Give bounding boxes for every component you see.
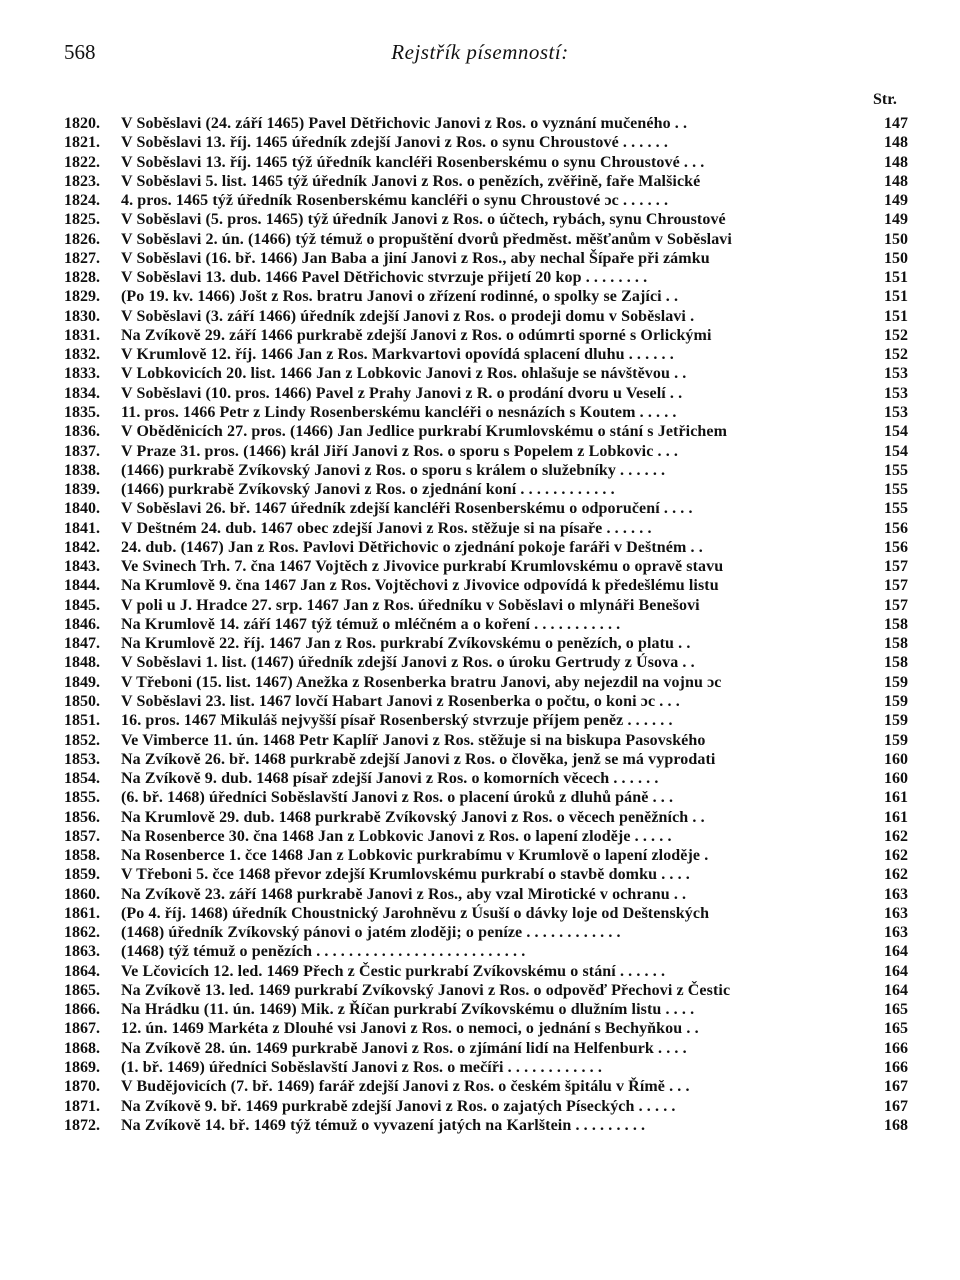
entry-page: 163	[884, 924, 908, 942]
entry-number: 1834.	[64, 384, 100, 402]
entry-text: 4. pros. 1465 týž úředník Rosenberskému kancléři o synu Chroustové ɔc . . . . . .	[121, 192, 669, 210]
entry-page: 160	[884, 750, 908, 768]
register-entry	[64, 615, 908, 634]
entry-page: 153	[884, 403, 908, 421]
register-entry	[64, 403, 908, 422]
register-entry	[64, 480, 908, 499]
entry-number: 1851.	[64, 712, 100, 730]
entry-page: 167	[884, 1078, 908, 1096]
register-entry	[64, 808, 908, 827]
entry-page: 153	[884, 384, 908, 402]
entry-page: 166	[884, 1059, 908, 1077]
register-entry	[64, 634, 908, 653]
entry-number: 1835.	[64, 403, 100, 421]
register-entry	[64, 846, 908, 865]
entry-page: 148	[884, 134, 908, 152]
entry-number: 1855.	[64, 789, 100, 807]
register-entry	[64, 769, 908, 788]
entry-number: 1872.	[64, 1116, 100, 1134]
entry-number: 1866.	[64, 1001, 100, 1019]
entry-page: 163	[884, 904, 908, 922]
entry-text: V Soběslavi 5. list. 1465 týž úředník Janovi z Ros. o penězích, zvěřině, faře Malšické	[121, 172, 701, 190]
entry-page: 159	[884, 731, 908, 749]
entry-text: Na Rosenberce 30. čna 1468 Jan z Lobkovic Janovi z Ros. o lapení zloděje . . . . .	[121, 827, 672, 845]
entry-text: Na Krumlově 29. dub. 1468 purkrabě Zvíkovský Janovi z Ros. o věcech peněžních . .	[121, 808, 705, 826]
page-column-label: Str.	[873, 91, 897, 108]
register-entry	[64, 384, 908, 403]
entry-number: 1821.	[64, 134, 100, 152]
entry-text: V Soběslavi 13. říj. 1465 úředník zdejší Janovi z Ros. o synu Chroustové . . . . . .	[121, 134, 668, 152]
entry-text: Ve Lčovicích 12. led. 1469 Přech z Čestic purkrabí Zvíkovskému o stání . . . . . .	[121, 962, 666, 980]
entry-page: 155	[884, 500, 908, 518]
entry-text: V Soběslavi (10. pros. 1466) Pavel z Prahy Janovi z R. o prodání dvoru u Veselí . .	[121, 384, 683, 402]
entry-text: Na Zvíkově 28. ún. 1469 purkrabě Janovi z Ros. o zjímání lidí na Helfenburk . . . .	[121, 1039, 687, 1057]
entry-number: 1860.	[64, 885, 100, 903]
entry-text: V Oběděnicích 27. pros. (1466) Jan Jedlice purkrabí Krumlovskému o stání s Jetřichem	[121, 423, 728, 441]
entry-page: 162	[884, 827, 908, 845]
entry-page: 160	[884, 770, 908, 788]
entry-text: (Po 19. kv. 1466) Jošt z Ros. bratru Janovi o zřízení rodinné, o spolky se Zajíci . .	[121, 288, 679, 306]
entry-number: 1836.	[64, 423, 100, 441]
register-entry	[64, 345, 908, 364]
register-entry	[64, 249, 908, 268]
entry-page: 151	[884, 288, 908, 306]
entry-text: (1. bř. 1469) úředníci Soběslavští Janovi z Ros. o mečíři . . . . . . . . . . . .	[121, 1059, 602, 1077]
entry-text: Na Hrádku (11. ún. 1469) Mik. z Říčan purkrabí Zvíkovskému o dlužním listu . . . .	[121, 1001, 695, 1019]
entry-page: 166	[884, 1039, 908, 1057]
entry-number: 1863.	[64, 943, 100, 961]
entry-number: 1837.	[64, 442, 100, 460]
entry-page: 162	[884, 847, 908, 865]
entry-number: 1840.	[64, 500, 100, 518]
register-entry	[64, 268, 908, 287]
entry-page: 150	[884, 230, 908, 248]
entry-text: (1466) purkrabě Zvíkovský Janovi z Ros. o sporu s králem o služebníky . . . . . .	[121, 461, 666, 479]
entry-text: Na Zvíkově 9. dub. 1468 písař zdejší Janovi z Ros. o komorních věcech . . . . . .	[121, 770, 659, 788]
entry-text: V Soběslavi 23. list. 1467 lovčí Habart Janovi z Rosenberka o počtu, o koni ɔc . . .	[121, 692, 680, 710]
register-entry	[64, 827, 908, 846]
entry-page: 151	[884, 269, 908, 287]
register-entry	[64, 788, 908, 807]
entry-number: 1857.	[64, 827, 100, 845]
entry-text: (1468) úředník Zvíkovský pánovi o jatém zloději; o peníze . . . . . . . . . . . .	[121, 924, 621, 942]
entry-number: 1858.	[64, 847, 100, 865]
entry-page: 156	[884, 538, 908, 556]
entry-page: 161	[884, 789, 908, 807]
entry-text: (6. bř. 1468) úředníci Soběslavští Janovi z Ros. o placení úroků z dluhů páně . . .	[121, 789, 674, 807]
entry-page: 155	[884, 481, 908, 499]
register-entry	[64, 962, 908, 981]
entry-text: Na Krumlově 9. čna 1467 Jan z Ros. Vojtěchovi z Jivovice odpovídá k předešlému listu	[121, 577, 719, 595]
entry-number: 1832.	[64, 346, 100, 364]
register-entry	[64, 1039, 908, 1058]
register-entry	[64, 692, 908, 711]
register-entry	[64, 1058, 908, 1077]
entry-number: 1828.	[64, 269, 100, 287]
register-entry	[64, 364, 908, 383]
entry-text: V Soběslavi 26. bř. 1467 úředník zdejší kancléři Rosenberskému o odporučení . . . .	[121, 500, 693, 518]
entry-text: Na Zvíkově 9. bř. 1469 purkrabě zdejší Janovi z Ros. o zajatých Píseckých . . . . .	[121, 1097, 676, 1115]
register-entry	[64, 538, 908, 557]
entry-text: V Lobkovicích 20. list. 1466 Jan z Lobkovic Janovi z Ros. ohlašuje se návštěvou . .	[121, 365, 687, 383]
entry-page: 159	[884, 692, 908, 710]
entry-text: Na Zvíkově 29. září 1466 purkrabě zdejší Janovi z Ros. o odúmrti sporné s Orlickými	[121, 326, 712, 344]
entry-text: V Soběslavi 1. list. (1467) úředník zdejší Janovi z Ros. o úroku Gertrudy z Úsova . .	[121, 654, 695, 672]
entry-text: (Po 4. říj. 1468) úředník Choustnický Jarohněvu z Úsuší o dávky loje od Deštenských	[121, 904, 710, 922]
entry-text: Ve Vimberce 11. ún. 1468 Petr Kaplíř Janovi z Ros. stěžuje si na biskupa Pasovského	[121, 731, 706, 749]
entry-text: V poli u J. Hradce 27. srp. 1467 Jan z Ros. úředníku v Soběslavi o mlynáři Benešovi	[121, 596, 700, 614]
entry-page: 164	[884, 981, 908, 999]
entry-page: 152	[884, 346, 908, 364]
entry-number: 1844.	[64, 577, 100, 595]
entry-number: 1864.	[64, 962, 100, 980]
entry-text: Na Krumlově 22. říj. 1467 Jan z Ros. purkrabí Zvíkovskému o penězích, o platu . .	[121, 635, 691, 653]
entry-number: 1843.	[64, 558, 100, 576]
entry-text: (1468) týž témuž o penězích . . . . . . . . . . . . . . . . . . . . . . . . . .	[121, 943, 526, 961]
entry-page: 164	[884, 943, 908, 961]
entry-text: Na Rosenberce 1. čce 1468 Jan z Lobkovic purkrabímu v Krumlově o lapení zloděje .	[121, 847, 709, 865]
entry-text: V Třeboni (15. list. 1467) Anežka z Rosenberka bratru Janovi, aby nejezdil na vojnu ɔc	[121, 673, 722, 691]
entry-page: 150	[884, 249, 908, 267]
register-entry	[64, 750, 908, 769]
entry-number: 1870.	[64, 1078, 100, 1096]
register-entry	[64, 230, 908, 249]
register-entry-list	[64, 114, 908, 1135]
entry-text: V Soběslavi 13. říj. 1465 týž úředník kancléři Rosenberskému o synu Chroustové . . .	[121, 153, 705, 171]
entry-page: 158	[884, 654, 908, 672]
running-title: Rejstřík písemností:	[391, 40, 569, 64]
entry-page: 163	[884, 885, 908, 903]
entry-text: Na Zvíkově 26. bř. 1468 purkrabě zdejší Janovi z Ros. o člověka, jenž se má vyprodati	[121, 750, 716, 768]
entry-number: 1871.	[64, 1097, 100, 1115]
entry-page: 159	[884, 673, 908, 691]
register-entry	[64, 596, 908, 615]
entry-page: 167	[884, 1097, 908, 1115]
register-entry	[64, 1097, 908, 1116]
register-entry	[64, 576, 908, 595]
entry-number: 1846.	[64, 615, 100, 633]
register-entry	[64, 557, 908, 576]
entry-number: 1862.	[64, 924, 100, 942]
entry-page: 157	[884, 577, 908, 595]
entry-page: 152	[884, 326, 908, 344]
entry-number: 1850.	[64, 692, 100, 710]
entry-page: 161	[884, 808, 908, 826]
entry-page: 159	[884, 712, 908, 730]
entry-number: 1823.	[64, 172, 100, 190]
register-entry	[64, 422, 908, 441]
register-entry	[64, 731, 908, 750]
page-number: 568	[64, 40, 96, 64]
entry-page: 149	[884, 192, 908, 210]
entry-text: V Soběslavi 2. ún. (1466) týž témuž o propuštění dvorů předměst. měšťanům v Soběslavi	[121, 230, 732, 248]
entry-number: 1854.	[64, 770, 100, 788]
entry-page: 149	[884, 211, 908, 229]
entry-number: 1865.	[64, 981, 100, 999]
register-entry	[64, 519, 908, 538]
entry-number: 1868.	[64, 1039, 100, 1057]
register-entry	[64, 326, 908, 345]
entry-number: 1859.	[64, 866, 100, 884]
entry-page: 165	[884, 1020, 908, 1038]
entry-page: 155	[884, 461, 908, 479]
register-entry	[64, 1077, 908, 1096]
entry-page: 158	[884, 615, 908, 633]
entry-text: V Deštném 24. dub. 1467 obec zdejší Janovi z Ros. stěžuje si na písaře . . . . . .	[121, 519, 652, 537]
register-entry	[64, 287, 908, 306]
entry-number: 1820.	[64, 115, 100, 132]
entry-page: 153	[884, 365, 908, 383]
entry-text: Na Zvíkově 23. září 1468 purkrabě Janovi z Ros., aby vzal Mirotické v ochranu . .	[121, 885, 687, 903]
entry-number: 1826.	[64, 230, 100, 248]
entry-number: 1849.	[64, 673, 100, 691]
register-entry	[64, 653, 908, 672]
entry-text: 11. pros. 1466 Petr z Lindy Rosenberskému kancléři o nesnázích s Koutem . . . . .	[121, 403, 677, 421]
entry-text: Na Krumlově 14. září 1467 týž témuž o mléčném a o koření . . . . . . . . . . .	[121, 615, 621, 633]
entry-number: 1825.	[64, 211, 100, 229]
entry-number: 1830.	[64, 307, 100, 325]
register-entry	[64, 1116, 908, 1135]
register-entry	[64, 1000, 908, 1019]
entry-number: 1831.	[64, 326, 100, 344]
entry-number: 1827.	[64, 249, 100, 267]
register-entry	[64, 442, 908, 461]
entry-page: 168	[884, 1116, 908, 1134]
register-entry	[64, 673, 908, 692]
register-entry	[64, 153, 908, 172]
entry-page: 164	[884, 962, 908, 980]
entry-number: 1839.	[64, 481, 100, 499]
register-entry	[64, 942, 908, 961]
entry-page: 148	[884, 172, 908, 190]
register-entry	[64, 1019, 908, 1038]
entry-text: 24. dub. (1467) Jan z Ros. Pavlovi Dětřichovic o zjednání pokoje faráři v Deštném . .	[121, 538, 703, 556]
entry-number: 1822.	[64, 153, 100, 171]
entry-page: 151	[884, 307, 908, 325]
register-entry	[64, 923, 908, 942]
entry-number: 1845.	[64, 596, 100, 614]
entry-text: 12. ún. 1469 Markéta z Dlouhé vsi Janovi z Ros. o nemoci, o jednání s Bechyňkou . .	[121, 1020, 699, 1038]
entry-number: 1833.	[64, 365, 100, 383]
register-entry	[64, 865, 908, 884]
entry-number: 1856.	[64, 808, 100, 826]
entry-text: V Soběslavi (5. pros. 1465) týž úředník Janovi z Ros. o účtech, rybách, synu Chroustové	[121, 211, 726, 229]
entry-text: V Třeboni 5. čce 1468 převor zdejší Krumlovskému purkrabí o stavbě domku . . . .	[121, 866, 690, 884]
entry-number: 1838.	[64, 461, 100, 479]
register-entry	[64, 499, 908, 518]
entry-number: 1853.	[64, 750, 100, 768]
entry-text: V Soběslavi (16. bř. 1466) Jan Baba a jiní Janovi z Ros., aby nechal Šípaře při zámku	[121, 249, 710, 267]
entry-text: V Soběslavi 13. dub. 1466 Pavel Dětřichovic stvrzuje přijetí 20 kop . . . . . . . .	[121, 269, 648, 287]
entry-number: 1841.	[64, 519, 100, 537]
entry-number: 1869.	[64, 1059, 100, 1077]
entry-text: Na Zvíkově 14. bř. 1469 týž témuž o vyvazení jatých na Karlštein . . . . . . . . .	[121, 1116, 646, 1134]
entry-text: V Krumlově 12. říj. 1466 Jan z Ros. Markvartovi opovídá splacení dluhu . . . . . .	[121, 346, 674, 364]
register-entry	[64, 114, 908, 133]
entry-number: 1861.	[64, 904, 100, 922]
entry-page: 156	[884, 519, 908, 537]
register-entry	[64, 981, 908, 1000]
entry-number: 1842.	[64, 538, 100, 556]
entry-text: V Praze 31. pros. (1466) král Jiří Janovi z Ros. o sporu s Popelem z Lobkovic . . .	[121, 442, 679, 460]
entry-text: 16. pros. 1467 Mikuláš nejvyšší písař Rosenberský stvrzuje příjem peněz . . . . . .	[121, 712, 673, 730]
entry-number: 1852.	[64, 731, 100, 749]
entry-number: 1848.	[64, 654, 100, 672]
entry-page: 157	[884, 596, 908, 614]
register-entry	[64, 172, 908, 191]
entry-page: 158	[884, 635, 908, 653]
entry-page: 162	[884, 866, 908, 884]
entry-page: 147	[884, 115, 908, 132]
entry-page: 148	[884, 153, 908, 171]
entry-page: 165	[884, 1001, 908, 1019]
entry-number: 1829.	[64, 288, 100, 306]
register-entry	[64, 210, 908, 229]
entry-text: V Soběslavi (3. září 1466) úředník zdejší Janovi z Ros. o prodeji domu v Soběslavi .	[121, 307, 695, 325]
entry-number: 1847.	[64, 635, 100, 653]
register-entry	[64, 307, 908, 326]
entry-text: V Soběslavi (24. září 1465) Pavel Dětřichovic Janovi z Ros. o vyznání mučeného . .	[121, 115, 688, 132]
entry-text: V Budějovicích (7. bř. 1469) farář zdejší Janovi z Ros. o českém špitálu v Římě . . .	[121, 1078, 690, 1096]
entry-page: 157	[884, 558, 908, 576]
entry-page: 154	[884, 442, 908, 460]
register-entry	[64, 133, 908, 152]
entry-text: (1466) purkrabě Zvíkovský Janovi z Ros. o zjednání koní . . . . . . . . . . . .	[121, 481, 615, 499]
register-entry	[64, 711, 908, 730]
register-entry	[64, 461, 908, 480]
entry-text: Na Zvíkově 13. led. 1469 purkrabí Zvíkovský Janovi z Ros. o odpověď Přechovi z Čestic	[121, 981, 731, 999]
entry-number: 1824.	[64, 192, 100, 210]
register-entry	[64, 885, 908, 904]
entry-text: Ve Svinech Trh. 7. čna 1467 Vojtěch z Jivovice purkrabí Krumlovskému o opravě stavu	[121, 558, 724, 576]
entry-number: 1867.	[64, 1020, 100, 1038]
register-entry	[64, 191, 908, 210]
register-entry	[64, 904, 908, 923]
entry-page: 154	[884, 423, 908, 441]
